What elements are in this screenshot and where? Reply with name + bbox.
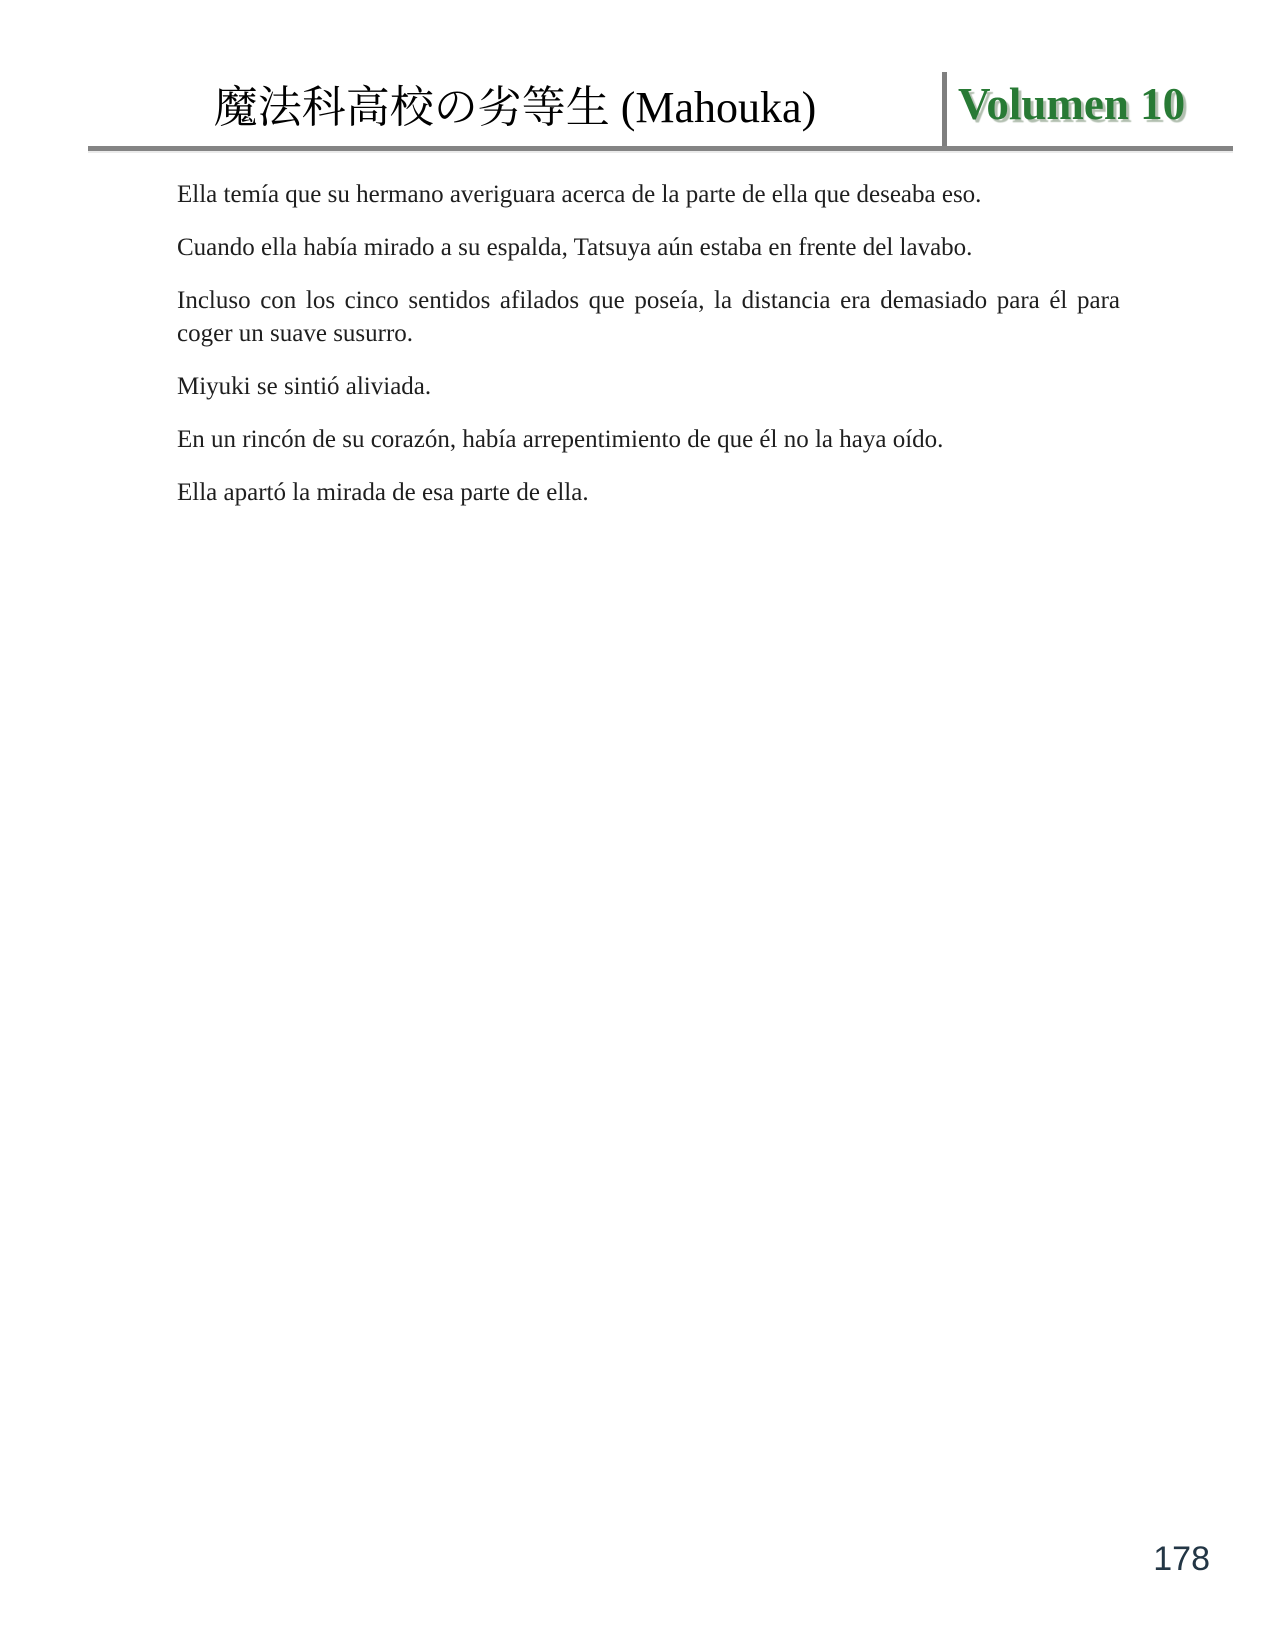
paragraph xyxy=(177,476,1120,509)
volume-label: Volumen 10 xyxy=(958,79,1186,129)
paragraph-line: coger un suave susurro. xyxy=(177,320,414,347)
document-title: 魔法科高校の劣等生 (Mahouka) xyxy=(213,83,817,132)
header-horizontal-rule xyxy=(88,146,1233,151)
paragraph-line: Ella apartó la mirada de esa parte de ella. xyxy=(177,479,589,506)
header-vertical-divider xyxy=(942,72,947,146)
paragraph xyxy=(177,370,1120,403)
paragraph-line: Incluso con los cinco sentidos afilados que poseía, la distancia era demasiado para él para xyxy=(177,287,1120,314)
paragraph xyxy=(177,178,1120,211)
body-text xyxy=(177,178,1120,529)
paragraph-line: Ella temía que su hermano averiguara acerca de la parte de ella que deseaba eso. xyxy=(177,181,982,208)
paragraph-line: En un rincón de su corazón, había arrepentimiento de que él no la haya oído. xyxy=(177,426,944,453)
paragraph xyxy=(177,284,1120,350)
page-number: 178 xyxy=(1153,1540,1210,1578)
paragraph xyxy=(177,423,1120,456)
paragraph-line: Miyuki se sintió aliviada. xyxy=(177,373,432,400)
paragraph-line: Cuando ella había mirado a su espalda, Tatsuya aún estaba en frente del lavabo. xyxy=(177,234,973,261)
paragraph xyxy=(177,231,1120,264)
